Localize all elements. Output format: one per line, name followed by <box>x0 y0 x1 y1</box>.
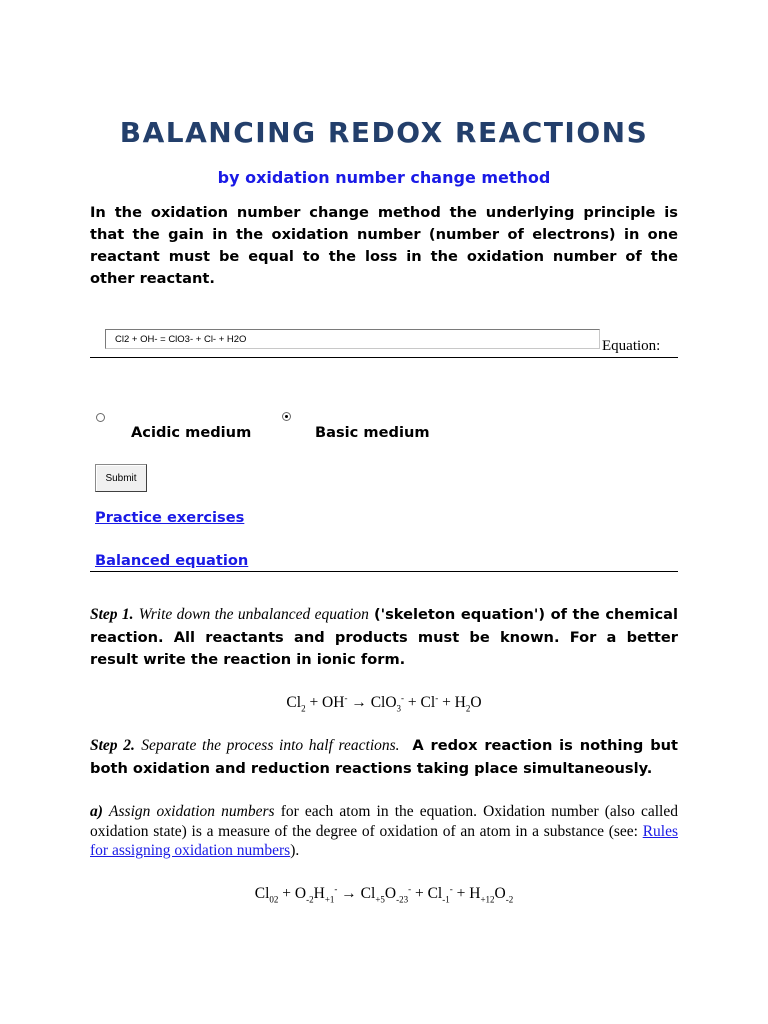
basic-medium-label: Basic medium <box>315 424 430 441</box>
skeleton-equation: $Cl_2 + OH^- \to ClO_3^- + Cl^- + H_2O$ <box>286 693 482 714</box>
step1-italic: Write down the unbalanced equation <box>138 606 369 623</box>
page-title: BALANCING REDOX REACTIONS <box>119 116 649 149</box>
step2-bold: A redox reaction is nothing but both oxidation and reduction reactions taking place simultaneously. <box>90 737 679 777</box>
equation-input[interactable]: Cl2 + OH- = ClO3- + Cl- + H2O <box>105 329 600 349</box>
acidic-medium-radio[interactable] <box>96 413 105 422</box>
balanced-equation-link[interactable]: Balanced equation <box>95 552 249 569</box>
intro-paragraph: In the oxidation number change method the underlying principle is that the gain in the oxidation number (number of electrons) in one reactant must be equal to the loss in the oxidation number of the other reactant. <box>90 204 678 287</box>
step1-paragraph <box>90 604 678 672</box>
form-divider-top <box>90 357 678 358</box>
oxidation-rules-link[interactable]: Rules for assigning oxidation numbers <box>90 822 678 859</box>
step2a-label: a) <box>90 803 103 820</box>
acidic-medium-label: Acidic medium <box>131 424 252 441</box>
radio-selected-dot <box>285 415 288 418</box>
step2-paragraph <box>90 735 678 780</box>
step2a-italic: Assign oxidation numbers <box>109 803 275 820</box>
step2a-paragraph: a) Assign oxidation numbers for each atom in the equation. Oxidation number (also called oxidation state) is a measure of the degree of oxidation of an atom in a substance (see: Rules for assigning oxidation numbers). <box>90 803 678 859</box>
form-divider-bottom <box>90 571 678 572</box>
equation-label: Equation: <box>602 338 661 354</box>
page-subtitle: by oxidation number change method <box>217 168 551 187</box>
basic-medium-radio[interactable] <box>282 412 291 421</box>
step2-heading: Step 2. <box>90 737 135 754</box>
practice-exercises-link[interactable]: Practice exercises <box>95 509 245 526</box>
step2-italic: Separate the process into half reactions. <box>141 737 400 754</box>
step1-bold: ('skeleton equation') of the chemical reaction. All reactants and products must be known. For a better result write the reaction in ionic form. <box>90 606 679 668</box>
step1-heading: Step 1. <box>90 606 134 623</box>
submit-button[interactable]: Submit <box>95 464 147 492</box>
oxidation-number-equation: $Cl_{02} + O_{-2}H_{+1}^- \to Cl_{+5}O_{-23}^- + Cl_{-1}^- + H_{+12}O_{-2}$ <box>254 884 514 905</box>
